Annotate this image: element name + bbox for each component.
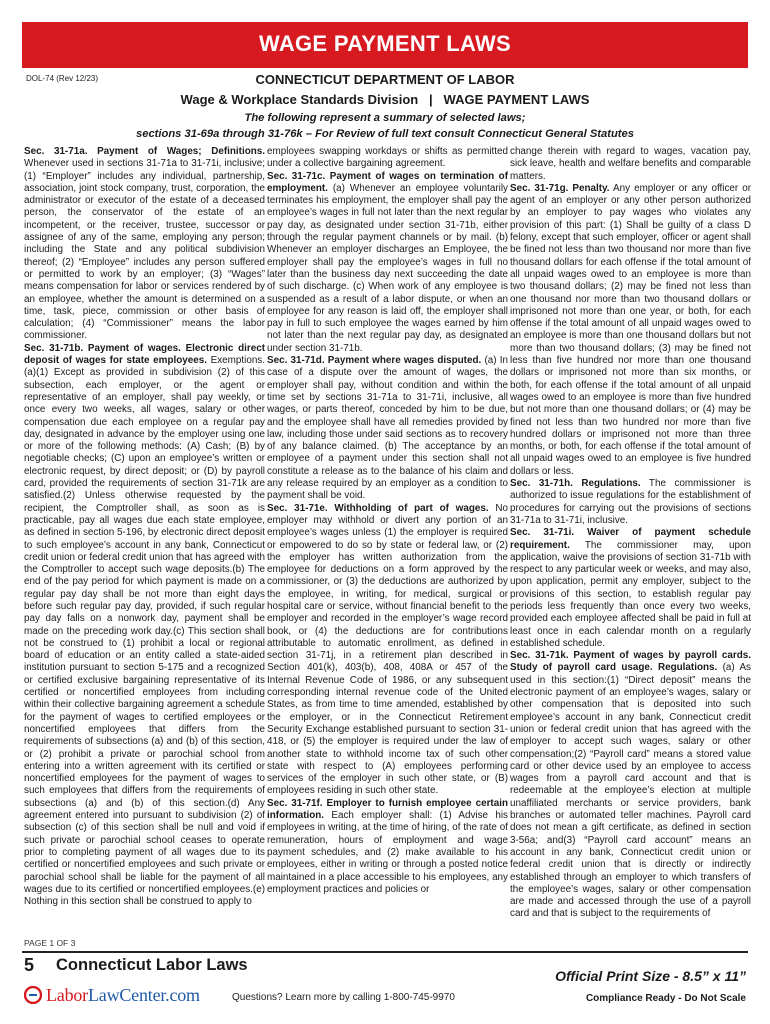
text-column-2 xyxy=(267,146,508,934)
statute-section xyxy=(510,146,751,183)
statute-section xyxy=(267,798,508,896)
statute-section xyxy=(24,343,265,909)
section-heading: Sec. 31-71h. Regulations. xyxy=(510,478,641,490)
form-code: DOL-74 (Rev 12/23) xyxy=(26,74,99,83)
section-heading: Sec. 31-71c. Payment of wages on termination of employment. xyxy=(267,170,508,194)
sections-note: sections 31-69a through 31-76k – For Review of full text consult Connecticut General Statutes xyxy=(136,128,634,140)
print-size-label: Official Print Size - 8.5” x 11” xyxy=(555,968,746,984)
page-label: PAGE 1 OF 3 xyxy=(24,938,76,948)
section-body: Whenever used in sections 31-71a to 31-71i, inclusive; (1) “Employer” includes any individual, partnership, association, joint stock company, trust, corporation, the administrator or executor of the estate of a deceased person, the conservator of the estate of an incompetent, or the receiver, trustee, successor or assignee of any of the same, employing any person; including the State and any political subdivision thereof; (2) “Employee” includes any person suffered or permitted to work by an employer; (3) “Wages” means compensation for labor or services rendered by an employee, whether the amount is determined on a time, task, piece, commission or other basis of calculation; (4) “Commissioner” means the labor commissioner. xyxy=(24,158,265,342)
section-body: (a) As used in this section:(1) “Direct deposit” means the electronic payment of an employee’s wages, salary or other compensation that is deposited into such employee’s account in any bank, Connecticut credit union or federal credit union that has agreed with the employer to accept such wages, salary or other compensation;(2) “Payroll card” means a stored value card or other device used by an employee to access wages from a payroll card account and that is redeemable at the employee’s election at multiple unaffiliated merchants or service providers, bank branches or automated teller machines. Payroll card does not mean a gift certificate, as defined in section 3-56a; and(3) “Payroll card account” means an account in any bank, Connecticut credit union or federal credit union that is directly or indirectly established through an employer to which transfers of the employee’s wages, salary or other compensation are made and accessed through the use of a payroll card and that is subject to the requirements of xyxy=(510,662,751,920)
footer-title: Connecticut Labor Laws xyxy=(56,956,248,974)
section-body: employees swapping workdays or shifts as permitted under a collective bargaining agreement. xyxy=(267,146,508,170)
statute-section xyxy=(24,146,265,343)
text-column-3 xyxy=(510,146,751,934)
compliance-label: Compliance Ready - Do Not Scale xyxy=(585,993,746,1004)
title-banner: WAGE PAYMENT LAWS xyxy=(22,22,748,68)
logo-text: LaborLawCenter.com xyxy=(46,984,200,1005)
section-body: No employer may withhold or divert any portion of an employee’s wages unless (1) the employer is required or empowered to do so by state or federal law, or (2) the employer has written authorization from the employee for deductions on a form approved by the commissioner, or (3) the deductions are authorized by the employee, in writing, for medical, surgical or hospital care or service, without financial benefit to the employer and recorded in the employer’s wage record book, or (4) the deductions are for contributions attributable to automatic enrollment, as defined in section 31-71j, in a retirement plan described in Section 401(k), 403(b), 408, 408A or 457 of the Internal Revenue Code of 1986, or any subsequent corresponding internal revenue code of the United States, as from time to time amended, established by the employer, or in the Connecticut Retirement Security Exchange established pursuant to section 31-418, or (5) the employer is required under the law of another state to withhold income tax of such other state with respect to (A) employees performing services of the employer in such other state, or (B) employees residing in such other state. xyxy=(267,502,508,797)
section-body: The commissioner may, upon application, waive the provisions of section 31-71b with respect to any particular week or weeks, and may also, upon application, permit any employer, subject to the provisions of this section, to establish regular pay periods less frequently than once every two weeks, provided each employee affected shall be paid in full at least once in each calendar month on a regularly established schedule. xyxy=(510,539,751,649)
section-body: Any employer or any officer or agent of an employer or any other person authorized by an employer to pay wages who violates any provision of this part: (1) Shall be guilty of a class D felony, except that such employer, officer or agent shall be fined not less than two thousand nor more than five thousand dollars for each offense if the total amount of all unpaid wages owed to an employee is more than two thousand dollars; (2) may be fined not less than one thousand nor more than two thousand dollars or imprisoned not more than one year, or both, for each offense if the total amount of all unpaid wages owed to an employee is more than one thousand dollars but not more than two thousand dollars; (3) may be fined not less than five hundred nor more than one thousand dollars or imprisoned not more than six months, or both, for each offense if the total amount of all unpaid wages owed to an employee is more than five hundred but not more than one thousand dollars; or (4) may be fined not less than two hundred nor more than five hundred dollars or imprisoned not more than three months, or both, for each offense if the total amount of all unpaid wages owed to an employee is five hundred dollars or less. xyxy=(510,182,751,477)
section-heading: Sec. 31-71a. Payment of Wages; Definitions. xyxy=(24,146,265,157)
text-column-1 xyxy=(24,146,265,934)
section-body: Exemptions. (a)(1) Except as provided in subdivision (2) of this subsection, each employer, or the agent or representative of an employer, shall pay weekly, or once every two weeks, all wages, salary or other compensation due each employee on a regular pay day, designated in advance by the employer using one or more of the following methods: (A) Cash; (B) by negotiable checks; (C) upon an employee’s written or electronic request, by direct deposit; or (D) by payroll card, provided the requirements of section 31-71k are satisfied.(2) Unless otherwise requested by the recipient, the Comptroller shall, as soon as is practicable, pay all wages due each state employee, as defined in section 5-196, by electronic direct deposit to such employee’s account in any bank, Connecticut credit union or federal credit union that has agreed with the Comptroller to accept such wage deposits.(b) The end of the pay period for which payment is made on a regular pay day shall be not more than eight days before such regular pay day, provided, if such regular pay day falls on a nonwork day, payment shall be made on the preceding work day.(c) This section shall not be construed to (1) prohibit a local or regional board of education or an entity called a state-aided institution pursuant to section 5-175 and a recognized or certified exclusive bargaining representative of its certified or noncertified employees from including within their collective bargaining agreement a schedule for the payment of wages to certified employees or noncertified employees that differs from the requirements of subsections (a) and (b) of this section, or (2) prohibit a private or parochial school from entering into a written agreement with its certified or noncertified employees for the payment of wages to such employees that differs from the requirements of subsections (a) and (b) of this section.(d) Any agreement entered into pursuant to subdivision (2) of subsection (c) of this section shall be null and void if such private or parochial school ceases to operate prior to completing payment of all wages due to its certified or noncertified employees and such private or parochial school shall be liable for the payment of all wages due to its certified or noncertified employees.(e) Nothing in this section shall be construed to apply to xyxy=(24,355,265,908)
footer-divider xyxy=(22,951,748,953)
statute-section xyxy=(510,527,751,650)
section-heading: Sec. 31-71g. Penalty. xyxy=(510,182,610,194)
section-body: The commissioner is authorized to issue regulations for the establishment of procedures for carrying out the provisions of sections 31-71a to 31-71i, inclusive. xyxy=(510,478,751,526)
statute-section xyxy=(267,146,508,171)
section-heading: Sec. 31-71d. Payment where wages disputed. xyxy=(267,355,482,367)
laborlawcenter-logo xyxy=(24,984,200,1006)
section-heading: Sec. 31-71e. Withholding of part of wages. xyxy=(267,502,489,514)
section-heading: Sec. 31-71b. Payment of wages. Electronic direct deposit of wages for state employees. xyxy=(24,342,265,367)
section-body: (a) In case of a dispute over the amount of wages, the employer shall pay, without condition and within the time set by sections 31-71a to 31-71i, inclusive, all wages, or parts thereof, conceded by him to be due, and the employee shall have all remedies provided by law, including those under said sections as to recovery of any balance claimed. (b) The acceptance by an employee of a payment under this section shall not constitute a release as to the balance of his claim and any release required by an employer as a condition to payment shall be void. xyxy=(267,355,508,502)
statute-section xyxy=(267,503,508,798)
section-body: change therein with regard to wages, vacation pay, sick leave, health and welfare benefits and comparable matters. xyxy=(510,146,751,182)
division-heading: Wage & Workplace Standards Division | WAGE PAYMENT LAWS xyxy=(180,92,590,107)
section-heading: Sec. 31-71f. Employer to furnish employee certain information. xyxy=(267,797,508,822)
department-heading: CONNECTICUT DEPARTMENT OF LABOR xyxy=(255,72,515,87)
statute-section xyxy=(510,650,751,921)
statute-section xyxy=(267,171,508,355)
statute-section xyxy=(510,478,751,527)
section-body: Each employer shall: (1) Advise his employees in writing, at the time of hiring, of the rate of remuneration, hours of employment and wage payment schedules, and (2) make available to his employees, either in writing or through a posted notice maintained in a place accessible to his employees, any employment practices and policies or xyxy=(267,810,508,895)
section-heading: Sec. 31-71k. Payment of wages by payroll cards. Study of payroll card usage. Regulations. xyxy=(510,650,751,674)
section-heading: Sec. 31-71i. Waiver of payment schedule requirement. xyxy=(510,527,751,551)
logo-circle-icon xyxy=(24,986,42,1004)
statute-section xyxy=(510,183,751,478)
statute-section xyxy=(267,355,508,503)
summary-note: The following represent a summary of selected laws; xyxy=(244,112,526,124)
section-body: (a) Whenever an employee voluntarily terminates his employment, the employer shall pay the employee’s wages in full not later than the next regular pay day, as designated under section 31-71b, either through the regular payment channels or by mail. (b) Whenever an employer discharges an Employee, the employer shall pay the employee’s wages in full no later than the business day next succeeding the date of such discharge. (c) When work of any employee is suspended as a result of a labor dispute, or when an employee for any reason is laid off, the employer shall pay in full to such employee the wages earned by him not later than the next regular pay day, as designated under section 31-71b. xyxy=(267,182,508,354)
footer-page-number: 5 xyxy=(24,955,35,975)
phone-line: Questions? Learn more by calling 1-800-745-9970 xyxy=(232,992,455,1003)
